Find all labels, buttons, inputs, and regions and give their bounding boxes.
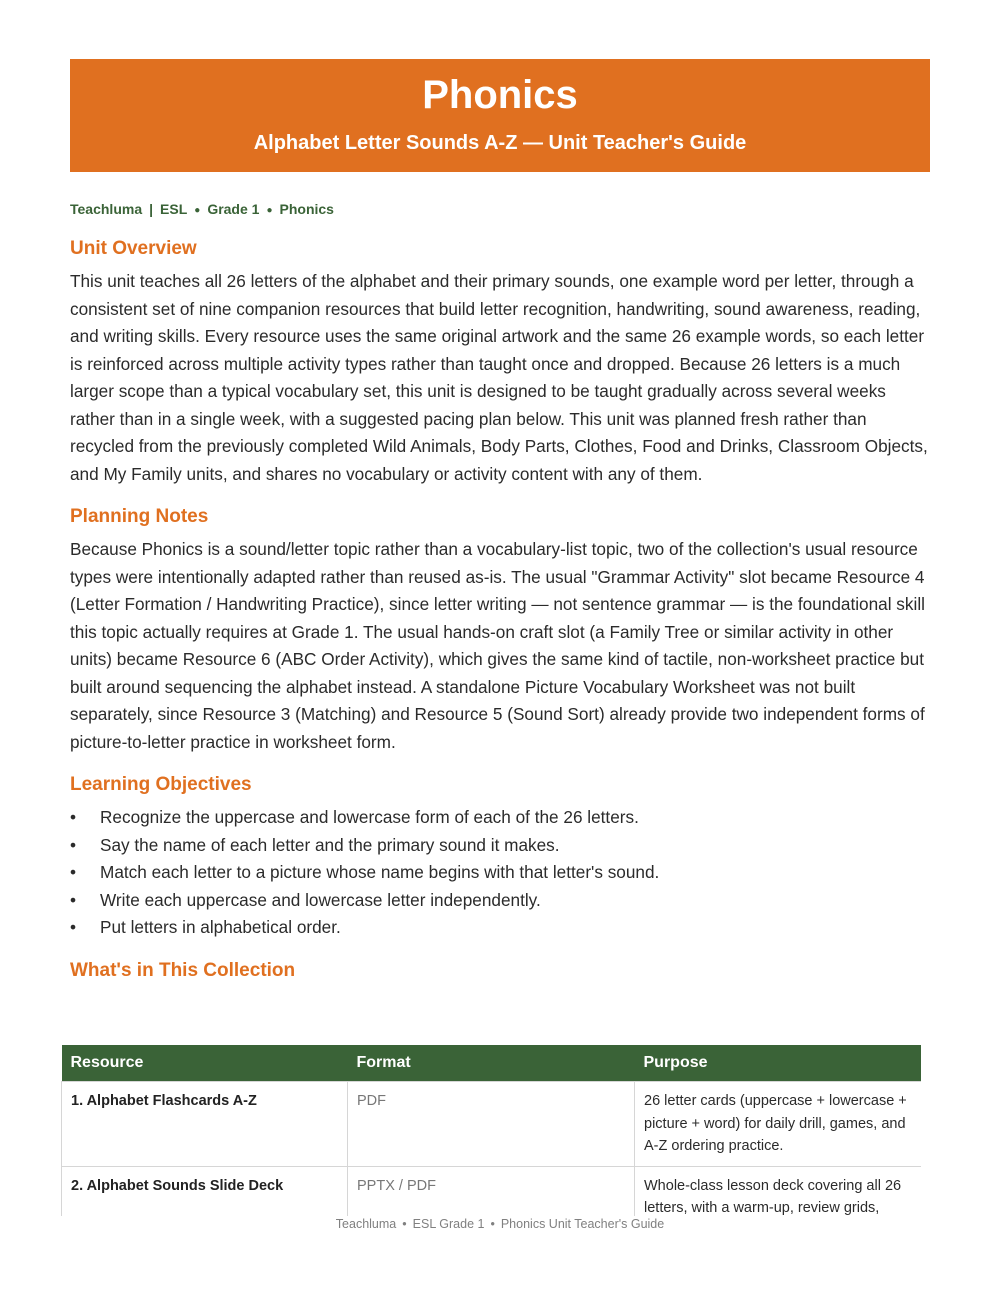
list-item: [70, 887, 930, 915]
section-paragraph: This unit teaches all 26 letters of the alphabet and their primary sounds, one example word per letter, through a consistent set of nine companion resources that build letter recognition, handwriting, sound awareness, reading, and writing skills. Every resource uses the same original artwork and the same 26 example words, so each letter is reinforced across multiple activity types rather than taught once and dropped. Because 26 letters is a much larger scope than a typical vocabulary set, this unit is designed to be taught gradually across several weeks rather than in a single week, with a suggested pacing plan below. This unit was planned fresh rather than recycled from the previously completed Wild Animals, Body Parts, Clothes, Food and Drinks, Classroom Objects, and My Family units, and shares no vocabulary or activity content with any of them.: [70, 271, 928, 484]
table-row: [62, 1082, 922, 1167]
section-learning-objectives: [70, 770, 930, 942]
list-item-text: Put letters in alphabetical order.: [100, 917, 341, 937]
column-header-format: Format: [348, 1045, 635, 1082]
meta-topic: Phonics: [279, 201, 334, 217]
list-item: [70, 832, 930, 860]
list-item: [70, 859, 930, 887]
document-body: [70, 234, 930, 986]
resources-table: [61, 1045, 921, 1216]
footer-dot-1: •: [402, 1217, 407, 1231]
objectives-list: [70, 804, 930, 942]
column-header-purpose: Purpose: [635, 1045, 922, 1082]
list-item-text: Say the name of each letter and the primary sound it makes.: [100, 834, 560, 855]
cell-purpose: Whole-class lesson deck covering all 26 letters, with a warm-up, review grids,: [635, 1166, 922, 1216]
bullet-icon: •: [70, 834, 77, 855]
column-header-resource: Resource: [62, 1045, 348, 1082]
footer-dot-2: •: [490, 1217, 495, 1231]
list-item: [70, 914, 930, 942]
list-item: [70, 804, 930, 832]
document-subtitle: Alphabet Letter Sounds A-Z — Unit Teacher's Guide: [253, 132, 747, 154]
cell-resource: 2. Alphabet Sounds Slide Deck: [62, 1166, 348, 1216]
document-meta-line: [70, 201, 334, 217]
cell-format: PPTX / PDF: [348, 1166, 635, 1216]
meta-dot-1: ●: [194, 205, 201, 216]
section-heading: Unit Overview: [70, 238, 197, 259]
meta-dot-2: ●: [266, 205, 273, 216]
section-heading: Learning Objectives: [70, 774, 252, 795]
bullet-icon: •: [70, 862, 77, 882]
section-collection: [70, 956, 930, 986]
meta-subject: ESL: [160, 201, 188, 217]
cell-purpose: 26 letter cards (uppercase + lowercase + picture + word) for daily drill, games, and A-Z ordering practice.: [635, 1082, 922, 1167]
footer-brand: Teachluma: [335, 1217, 397, 1231]
section-planning-notes: [70, 502, 930, 756]
meta-separator: |: [149, 201, 154, 217]
meta-brand: Teachluma: [70, 201, 143, 217]
list-item-text: Recognize the uppercase and lowercase form of each of the 26 letters.: [100, 807, 639, 827]
list-item-text: Write each uppercase and lowercase letter independently.: [100, 889, 541, 910]
section-paragraph: Because Phonics is a sound/letter topic rather than a vocabulary-list topic, two of the collection's usual resource types were intentionally adapted rather than reused as-is. The usual "Grammar Activity" slot became Resource 4 (Letter Formation / Handwriting Practice), since letter writing — not sentence grammar — is the foundational skill this topic actually requires at Grade 1. The usual hands-on craft slot (a Family Tree or similar activity in other units) became Resource 6 (ABC Order Activity), which gives the same kind of tactile, non-worksheet practice but built around sequencing the alphabet instead. A standalone Picture Vocabulary Worksheet was not built separately, since Resource 3 (Matching) and Resource 5 (Sound Sort) already provide two independent forms of picture-to-letter practice in worksheet form.: [70, 539, 925, 752]
cell-resource: 1. Alphabet Flashcards A-Z: [62, 1082, 348, 1167]
footer-course: ESL Grade 1: [412, 1217, 485, 1231]
section-heading: What's in This Collection: [70, 959, 296, 981]
table-header-row: [62, 1045, 922, 1082]
bullet-icon: •: [70, 807, 77, 827]
meta-grade: Grade 1: [207, 201, 260, 217]
footer-doc-title: Phonics Unit Teacher's Guide: [500, 1217, 665, 1231]
resources-table-wrapper: [61, 1045, 921, 1216]
table-row: [62, 1166, 922, 1216]
section-heading: Planning Notes: [70, 506, 209, 527]
cell-format: PDF: [348, 1082, 635, 1167]
page-footer: [0, 1217, 1000, 1231]
list-item-text: Match each letter to a picture whose name begins with that letter's sound.: [100, 862, 660, 882]
bullet-icon: •: [70, 889, 77, 910]
bullet-icon: •: [70, 917, 77, 937]
title-banner: [70, 59, 930, 172]
document-title: Phonics: [422, 73, 578, 117]
section-unit-overview: [70, 234, 930, 488]
